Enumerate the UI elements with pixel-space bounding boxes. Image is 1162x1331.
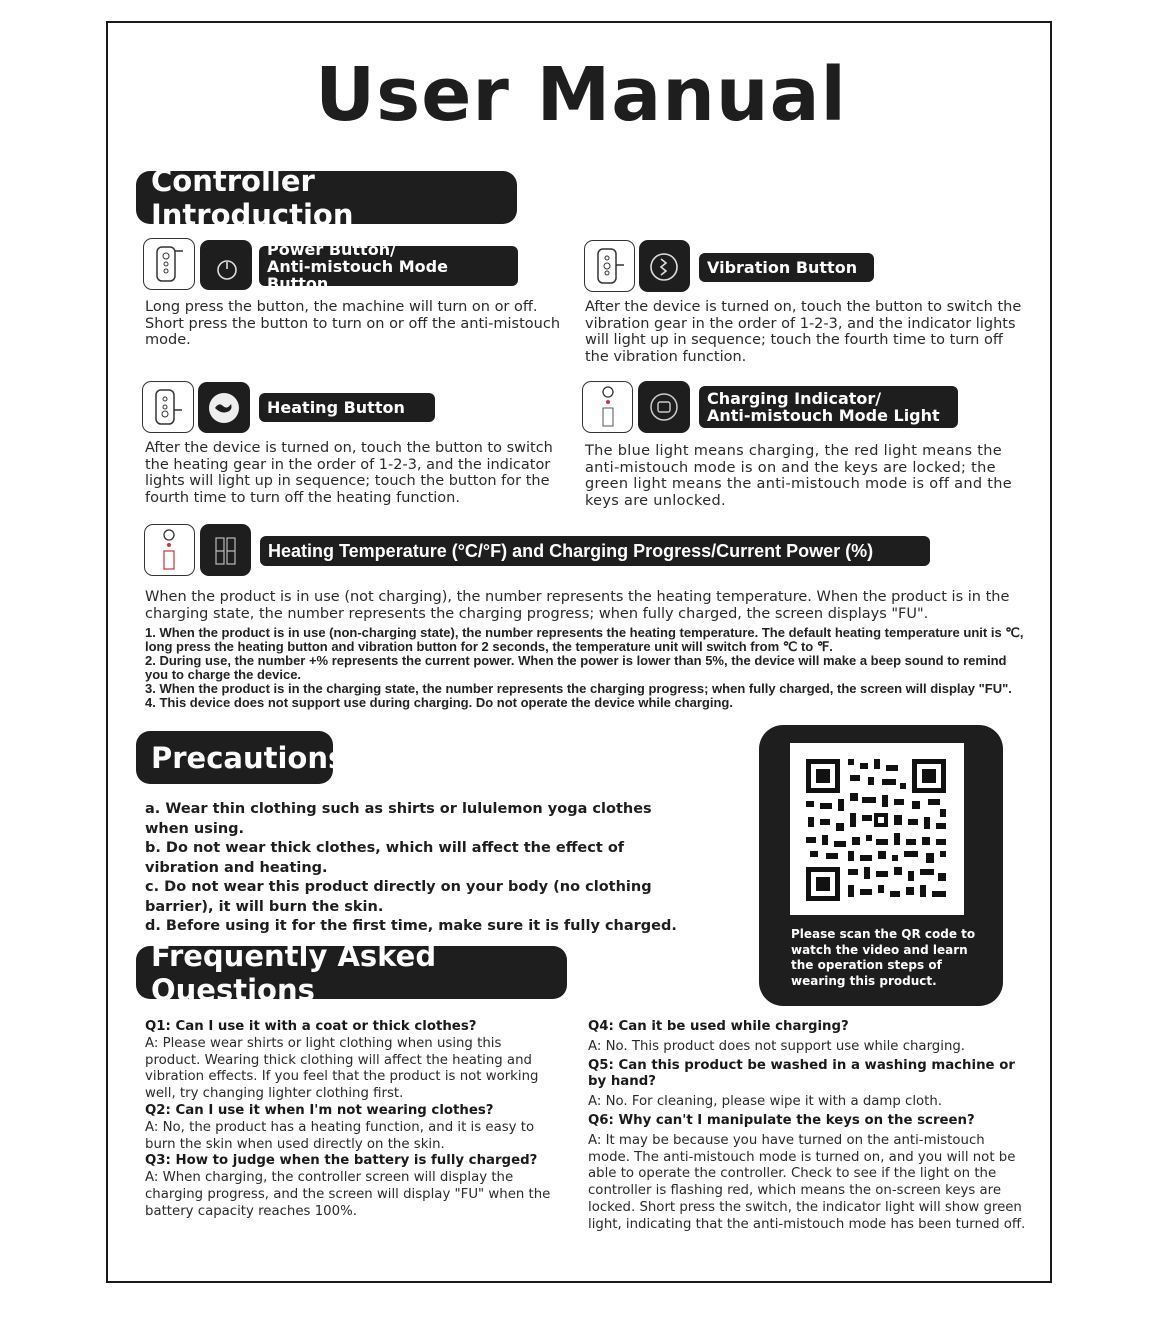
faq-q5: Q5: Can this product be washed in a washing machine or by hand? <box>588 1057 1015 1090</box>
controller-remote-icon <box>143 238 195 290</box>
faq-q2: Q2: Can I use it when I'm not wearing clothes? <box>145 1102 494 1118</box>
vibration-description: After the device is turned on, touch the button to switch the vibration gear in the order of 1-2-3, and the indicator lights will light up in sequence; touch the fourth time to turn off the vibration function. <box>585 299 1022 365</box>
section-precautions-heading: Precautions <box>136 731 333 784</box>
qr-code[interactable] <box>790 743 964 915</box>
faq-right-column <box>588 1019 1028 1234</box>
faq-a1: A: Please wear shirts or light clothing when using this product. Wearing thick clothing will affect the heating and vibration effects. If you feel that the product is not working well, try changing lighter clothing first. <box>145 1035 539 1102</box>
section-faq-heading: Frequently Asked Questions <box>136 946 567 999</box>
temperature-note-3: 3. When the product is in the charging state, the number represents the charging progress; when fully charged, the screen will display "FU". <box>145 681 1012 696</box>
power-button-icon <box>200 240 252 290</box>
faq-a2: A: No, the product has a heating function, and it is easy to burn the skin when used directly on the skin. <box>145 1119 535 1152</box>
controller-remote-icon-3 <box>142 381 194 433</box>
faq-q3: Q3: How to judge when the battery is fully charged? <box>145 1153 538 1169</box>
faq-a5: A: No. For cleaning, please wipe it with a damp cloth. <box>588 1094 943 1110</box>
precautions-list <box>145 800 690 937</box>
faq-a3: A: When charging, the controller screen will display the charging progress, and the screen will display "FU" when the battery capacity reaches 100%. <box>145 1170 551 1219</box>
display-digits-icon <box>200 524 251 576</box>
charging-label-line2: Anti-mistouch Mode Light <box>707 406 940 425</box>
temperature-note-1: 1. When the product is in use (non-charging state), the number represents the heating temperature. The default heating temperature unit is ℃, long press the heating button and vibration button for 2 seconds, the temperature unit will switch from ℃ to ℉. <box>145 625 1024 654</box>
charging-indicator-icon <box>638 381 690 433</box>
controller-remote-icon-4 <box>582 381 633 433</box>
temperature-notes <box>145 626 1030 710</box>
power-label-line2: Anti-mistouch Mode Button <box>267 256 448 293</box>
temperature-note-2: 2. During use, the number +% represents the current power. When the power is lower than 5%, the device will make a beep sound to remind you to charge the device. <box>145 653 1007 682</box>
power-button-label <box>259 239 518 293</box>
faq-q1: Q1: Can I use it with a coat or thick clothes? <box>145 1019 477 1034</box>
power-label-line1: Power Button/ <box>267 239 396 259</box>
faq-q6: Q6: Why can't I manipulate the keys on the screen? <box>588 1112 975 1128</box>
precaution-b: b. Do not wear thick clothes, which will affect the effect of vibration and heating. <box>145 840 625 876</box>
controller-remote-icon-5 <box>144 524 195 576</box>
vibration-button-icon <box>639 240 690 292</box>
power-description: Long press the button, the machine will turn on or off. Short press the button to turn on or off the anti-mistouch mode. <box>145 299 561 348</box>
temperature-display-label: Heating Temperature (°C/°F) and Charging Progress/Current Power (%) <box>260 536 930 566</box>
page-title: User Manual <box>315 52 847 138</box>
vibration-button-label: Vibration Button <box>699 253 874 282</box>
heating-description: After the device is turned on, touch the button to switch the heating gear in the order of 1-2-3, and the indicator lights will light up in sequence; touch the button for the fourth time to turn off the heating function. <box>145 440 553 506</box>
precaution-a: a. Wear thin clothing such as shirts or lululemon yoga clothes when using. <box>145 801 652 837</box>
heating-button-icon <box>198 382 250 433</box>
charging-indicator-label <box>699 386 958 428</box>
temperature-description: When the product is in use (not charging), the number represents the heating temperature. When the product is in the charging state, the number represents the charging progress; when fully charged, the screen displays "FU". <box>145 589 1010 622</box>
heating-button-label: Heating Button <box>259 393 435 422</box>
section-controller-heading: Controller Introduction <box>136 171 517 224</box>
precaution-d: d. Before using it for the first time, make sure it is fully charged. <box>145 918 677 934</box>
charging-description: The blue light means charging, the red light means the anti-mistouch mode is on and the keys are locked; the green light means the anti-mistouch mode is off and the keys are unlocked. <box>585 443 1012 509</box>
qr-caption: Please scan the QR code to watch the video and learn the operation steps of wearing this product. <box>791 927 976 988</box>
faq-left-column <box>145 1019 558 1221</box>
faq-a6: A: It may be because you have turned on the anti-mistouch mode. The anti-mistouch mode is turned on, and you will not be able to operate the controller. Check to see if the light on the controller is flashing red, which means the on-screen keys are locked. Short press the switch, the indicator light will show green light, indicating that the anti-mistouch mode has been turned off. <box>588 1132 1026 1232</box>
charging-label-line1: Charging Indicator/ <box>707 389 882 408</box>
controller-remote-icon-2 <box>584 240 635 292</box>
precaution-c: c. Do not wear this product directly on your body (no clothing barrier), it will burn the skin. <box>145 879 652 915</box>
faq-a4: A: No. This product does not support use while charging. <box>588 1038 966 1054</box>
faq-q4: Q4: Can it be used while charging? <box>588 1019 849 1034</box>
temperature-note-4: 4. This device does not support use during charging. Do not operate the device while charging. <box>145 695 733 710</box>
